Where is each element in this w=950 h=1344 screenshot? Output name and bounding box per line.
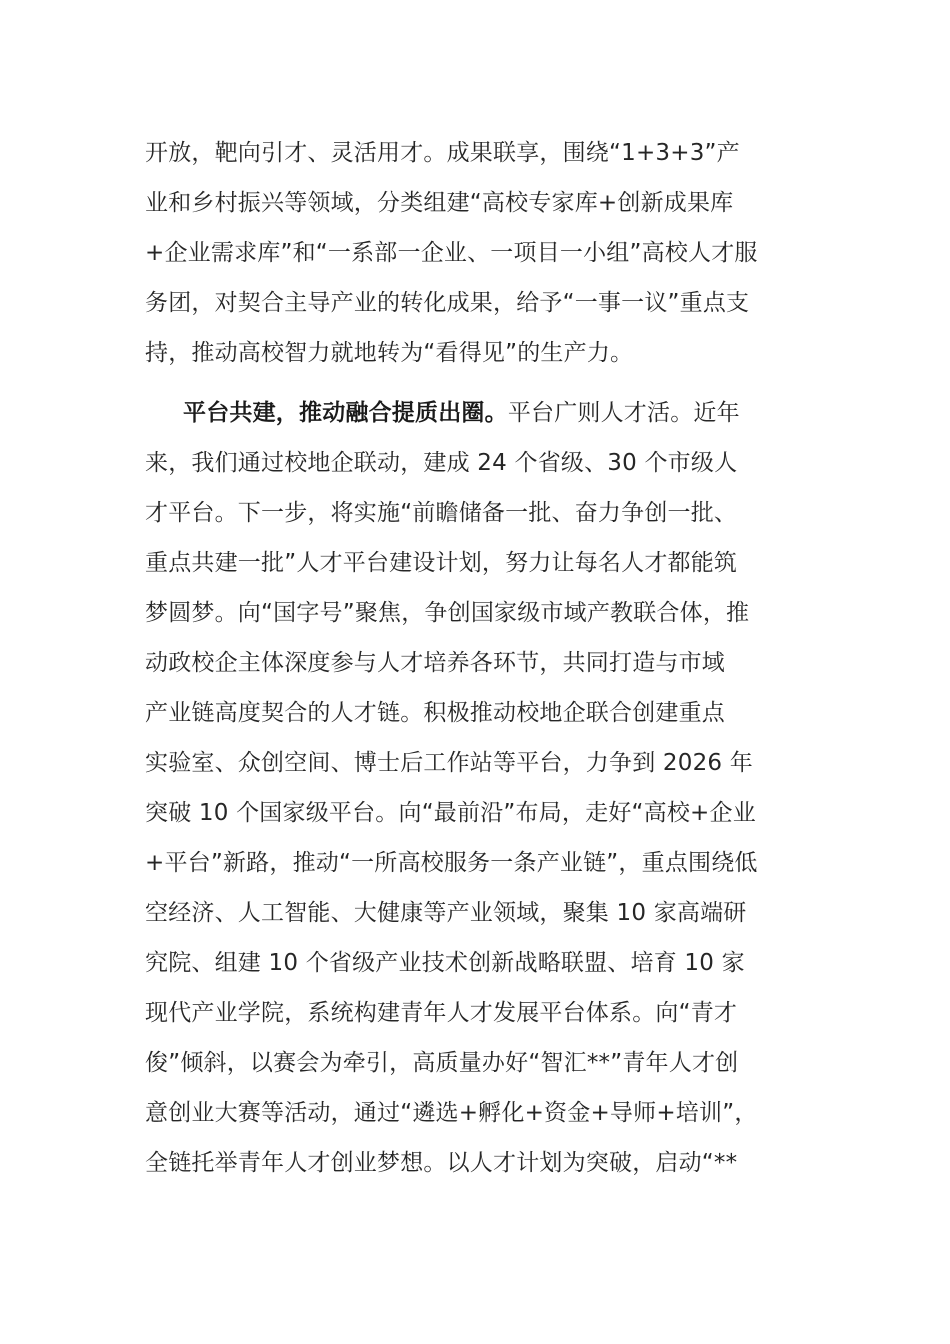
text-line: 产业链高度契合的人才链。积极推动校地企联合创建重点 [145,700,725,726]
text-run: 平台广则人才活。近年 [507,400,740,426]
text-line: 全链托举青年人才创业梦想。以人才计划为突破，启动“** [145,1150,738,1176]
text-line: 空经济、人工智能、大健康等产业领域，聚集 10 家高端研 [145,900,747,926]
text-line: 梦圆梦。向“国字号”聚焦，争创国家级市域产教联合体，推 [145,600,750,626]
text-line: +企业需求库”和“一系部一企业、一项目一小组”高校人才服 [145,240,758,266]
text-line: 务团，对契合主导产业的转化成果，给予“一事一议”重点支 [145,290,750,316]
text-line: 究院、组建 10 个省级产业技术创新战略联盟、培育 10 家 [145,950,745,976]
paragraph-platform-construction [145,388,810,1188]
text-line: 动政校企主体深度参与人才培养各环节，共同打造与市域 [145,650,725,676]
text-line: 实验室、众创空间、博士后工作站等平台，力争到 2026 年 [145,750,753,776]
paragraph-heading: 平台共建，推动融合提质出圈。 [183,400,508,426]
text-line: 重点共建一批”人才平台建设计划，努力让每名人才都能筑 [145,550,738,576]
paragraph-talent-results [145,128,810,378]
text-line: 才平台。下一步，将实施“前瞻储备一批、奋力争创一批、 [145,500,738,526]
text-line: 持，推动高校智力就地转为“看得见”的生产力。 [145,340,634,366]
text-line: 现代产业学院，系统构建青年人才发展平台体系。向“青才 [145,1000,738,1026]
text-line: 突破 10 个国家级平台。向“最前沿”布局，走好“高校+企业 [145,800,756,826]
text-line: 意创业大赛等活动，通过“遴选+孵化+资金+导师+培训”， [145,1100,758,1126]
text-line: 业和乡村振兴等领域，分类组建“高校专家库+创新成果库 [145,190,734,216]
text-line: 俊”倾斜，以赛会为牵引，高质量办好“智汇**”青年人才创 [145,1050,739,1076]
text-line: 来，我们通过校地企联动，建成 24 个省级、30 个市级人 [145,450,738,476]
paragraph-first-line [145,388,810,438]
text-line: +平台”新路，推动“一所高校服务一条产业链”，重点围绕低 [145,850,758,876]
text-line: 开放，靶向引才、灵活用才。成果联享，围绕“1+3+3”产 [145,140,740,166]
